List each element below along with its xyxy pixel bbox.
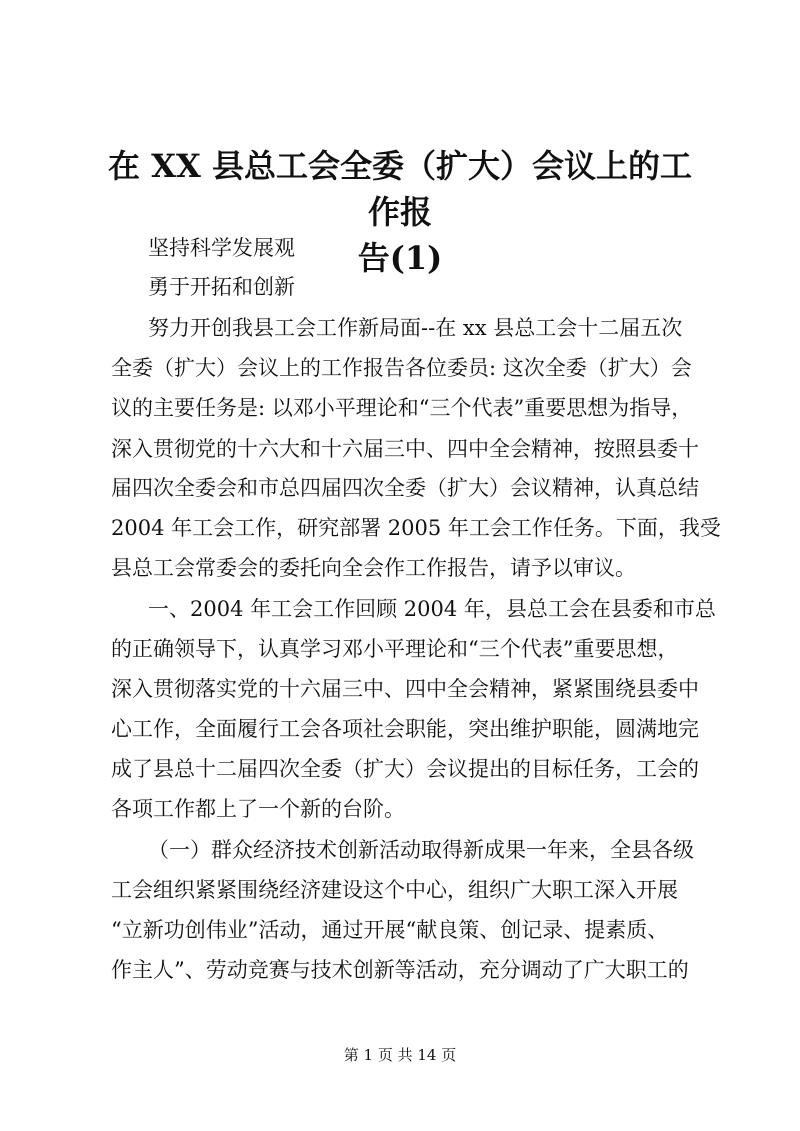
page-number-footer: 第 1 页 共 14 页 [343,1046,457,1064]
body-line: 一、2004 年工会工作回顾 2004 年，县总工会在县委和市总 [148,597,716,621]
body-line: 2004 年工会工作，研究部署 2005 年工会工作任务。下面，我受 [111,516,721,540]
body-line: 成了县总十二届四次全委（扩大）会议提出的目标任务，工会的 [111,757,699,781]
title-line-2: 告(1) [357,239,443,277]
body-line: 工会组织紧紧围绕经济建设这个中心，组织广大职工深入开展 [111,878,678,902]
body-line: 作主人”、劳动竞赛与技术创新等活动，充分调动了广大职工的 [111,958,689,982]
body-line: 的正确领导下，认真学习邓小平理论和“三个代表”重要思想， [111,637,679,661]
title-line-1: 在 XX 县总工会全委（扩大）会议上的工作报 [108,147,692,231]
body-line: （一）群众经济技术创新活动取得新成果一年来，全县各级 [148,838,694,862]
body-line: 努力开创我县工会工作新局面--在 xx 县总工会十二届五次 [148,316,683,340]
body-line: 全委（扩大）会议上的工作报告各位委员: 这次全委（扩大）会 [111,356,692,380]
body-line: “立新功创伟业”活动，通过开展“献良策、创记录、提素质、 [111,918,669,942]
body-line: 届四次全委会和市总四届四次全委（扩大）会议精神，认真总结 [111,476,699,500]
body-line: 深入贯彻落实党的十六届三中、四中全会精神，紧紧围绕县委中 [111,677,699,701]
body-line: 各项工作都上了一个新的台阶。 [111,797,405,821]
body-line: 县总工会常委会的委托向全会作工作报告，请予以审议。 [111,556,636,580]
body-line: 心工作，全面履行工会各项社会职能，突出维护职能，圆满地完 [111,717,699,741]
body-line: 深入贯彻党的十六大和十六届三中、四中全会精神，按照县委十 [111,437,699,461]
body-line: 议的主要任务是: 以邓小平理论和“三个代表”重要思想为指导， [111,396,693,420]
body-line: 坚持科学发展观 [148,236,295,260]
body-line: 勇于开拓和创新 [148,275,295,299]
